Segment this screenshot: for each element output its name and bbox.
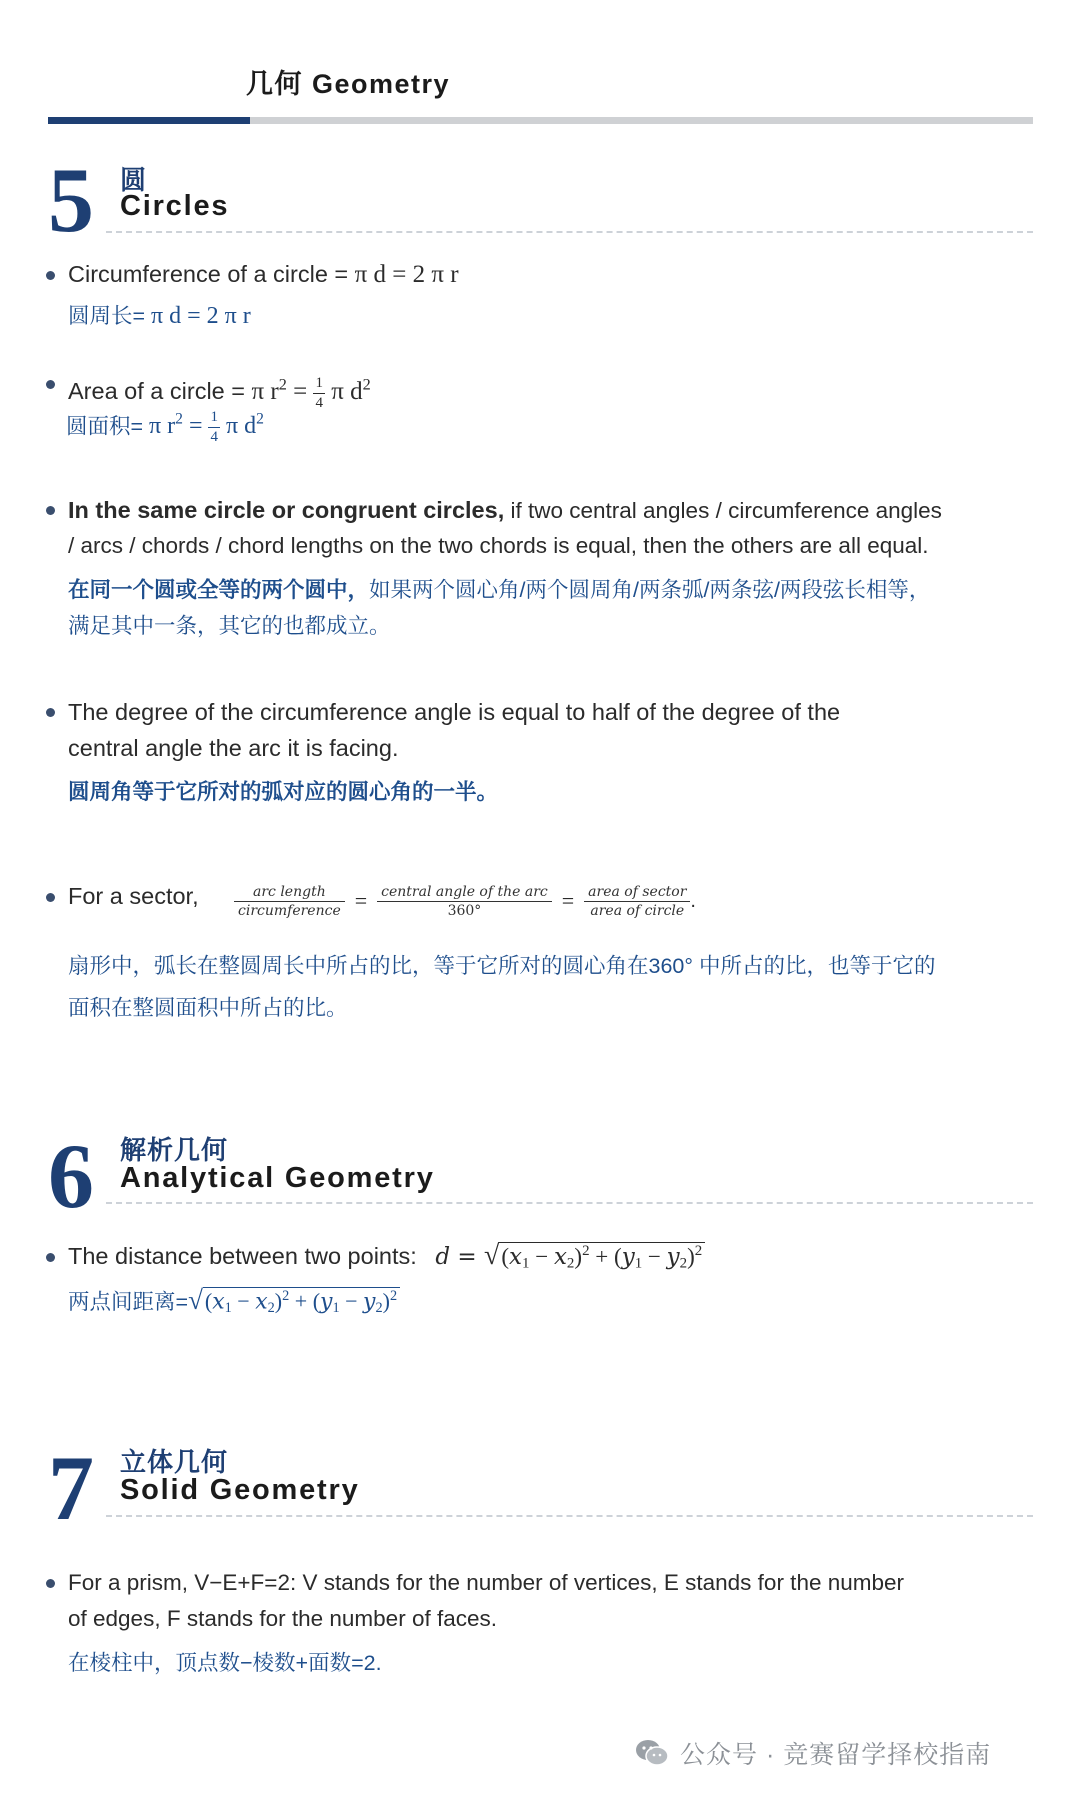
- section-number: 7: [48, 1437, 94, 1539]
- list-item-area: [46, 360, 986, 450]
- bullet: [46, 1579, 55, 1588]
- circumference-en: Circumference of a circle = π d = 2 π r: [68, 261, 459, 288]
- section-divider: [106, 1515, 1033, 1517]
- section-en-title: Solid Geometry: [120, 1474, 360, 1506]
- section-cn-title: 立体几何: [120, 1447, 229, 1477]
- prism-en-line1: For a prism, V−E+F=2: V stands for the number of vertices, E stands for the number: [68, 1570, 905, 1595]
- bullet: [46, 708, 55, 717]
- section-number: 6: [48, 1125, 94, 1227]
- degree-en-line2: central angle the arc it is facing.: [68, 735, 399, 761]
- degree-cn: 圆周角等于它所对的弧对应的圆心角的一半。: [68, 780, 499, 804]
- list-item-distance: [46, 1236, 986, 1326]
- degree-en-line1: The degree of the circumference angle is equal to half of the degree of the: [68, 699, 841, 725]
- congruent-cn-line1: 在同一个圆或全等的两个圆中，如果两个圆心角/两个圆周角/两条弧/两条弦/两段弦长相等，: [68, 578, 931, 602]
- bullet: [46, 271, 55, 280]
- congruent-cn-line2: 满足其中一条，其它的也都成立。: [68, 614, 391, 638]
- congruent-en-line1: In the same circle or congruent circles, if two central angles / circumference angles: [68, 497, 942, 523]
- list-item-circumference: [46, 256, 986, 336]
- sector-cn-line1: 扇形中，弧长在整圆周长中所占的比，等于它所对的圆心角在360° 中所占的比，也等于它的: [68, 954, 936, 978]
- watermark: [634, 1735, 991, 1771]
- section-cn-title: 解析几何: [120, 1135, 229, 1165]
- header-title: 几何 Geometry: [246, 69, 451, 99]
- sector-formula: $\frac{\text{arc length}}{\text{circumference}}$ = $\frac{\text{central angle of the arc}}{360^\circ}$ = $\frac{\text{area of sector}}{\text{area of circle}}$ .: [234, 870, 696, 932]
- section-number: 5: [48, 149, 94, 251]
- watermark-text: 公众号 · 竞赛留学择校指南: [680, 1741, 992, 1769]
- congruent-en-line2: / arcs / chords / chord lengths on the two chords is equal, then the others are all equal.: [68, 533, 929, 558]
- list-item-inscribed-angle: [46, 694, 986, 814]
- prism-en-line2: of edges, F stands for the number of faces.: [68, 1606, 497, 1631]
- wechat-icon: [634, 1738, 670, 1768]
- bullet: [46, 506, 55, 515]
- section-en-title: Circles: [120, 190, 230, 222]
- section-cn-title: 圆: [120, 165, 148, 195]
- circumference-cn: 圆周长= π d = 2 π r: [68, 303, 251, 329]
- list-item-sector: [46, 870, 986, 1030]
- section-en-title: Analytical Geometry: [120, 1162, 435, 1194]
- distance-cn: 两点间距离$=√(x_1 - x_2)^2 + (y_1 - y_2)^2$: [68, 1282, 400, 1320]
- prism-cn: 在棱柱中，顶点数−棱数+面数=2.: [68, 1651, 382, 1675]
- bullet: [46, 380, 55, 389]
- section-divider: [106, 231, 1033, 233]
- header-rule-accent: [48, 117, 250, 124]
- section-divider: [106, 1202, 1033, 1204]
- sector-en: For a sector,: [68, 883, 199, 909]
- bullet: [46, 893, 55, 902]
- distance-en: The distance between two points: $d = √(x_1 - x_2)^2 + (y_1 - y_2)^2$: [68, 1238, 705, 1275]
- sector-cn-line2: 面积在整圆面积中所占的比。: [68, 996, 348, 1020]
- area-cn: 圆面积= π $r^2$ = $\frac{1}{4}$ π $d^2$: [66, 409, 264, 446]
- list-item-congruent-circles: [46, 492, 986, 642]
- bullet: [46, 1253, 55, 1262]
- area-en: Area of a circle = π $r^2$ = $\frac{1}{4}$ π $d^2$: [68, 374, 371, 411]
- list-item-prism: [46, 1565, 986, 1685]
